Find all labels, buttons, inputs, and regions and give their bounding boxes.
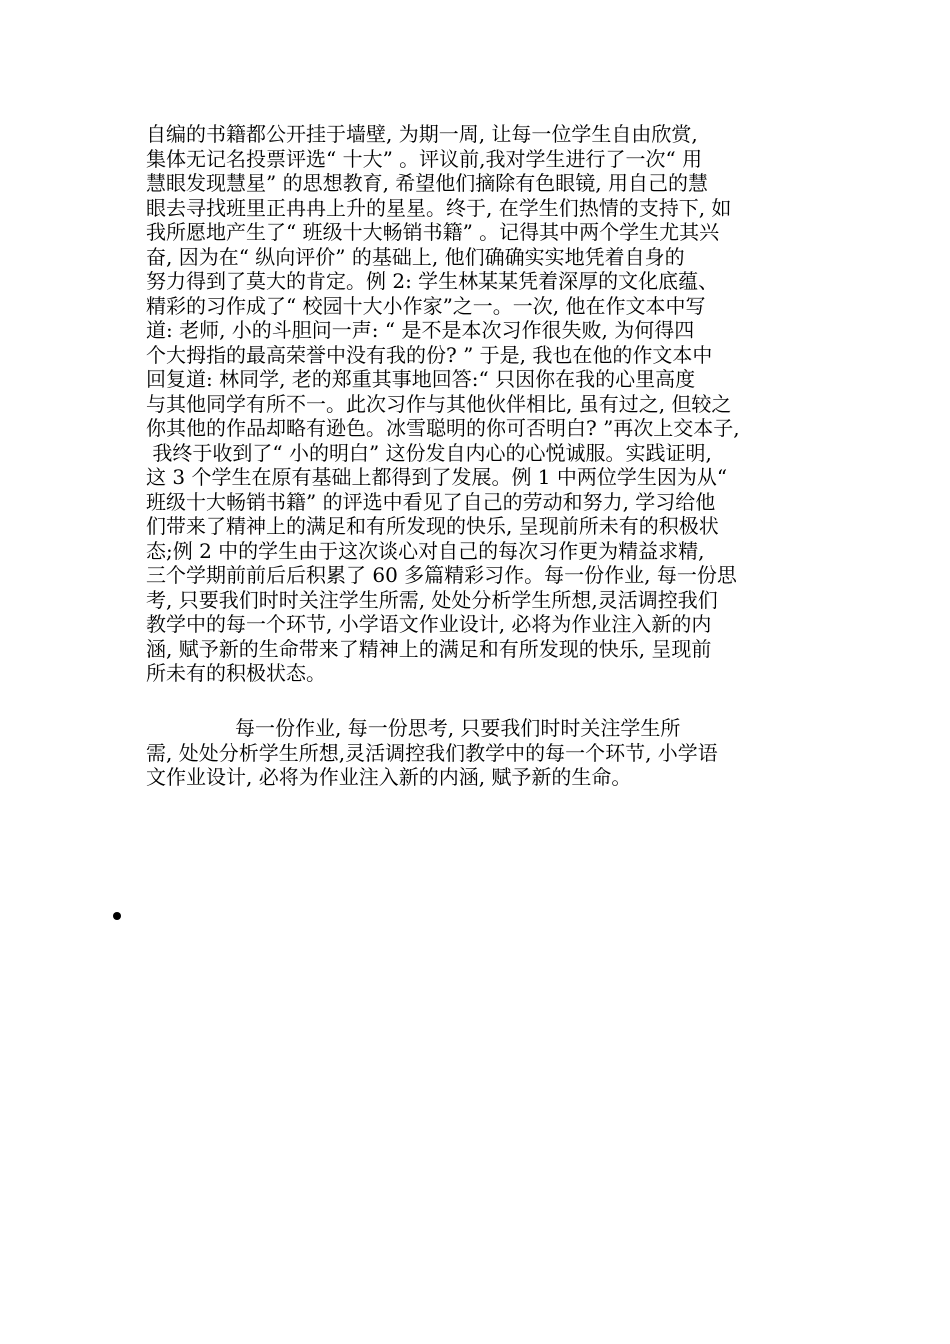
text-line: 集体无记名投票评选“ 十大” 。评议前,我对学生进行了一次“ 用: [146, 146, 703, 171]
text-line: 努力得到了莫大的肯定。例 2: 学生林某某凭着深厚的文化底蕴、: [146, 269, 719, 293]
text-line: 考, 只要我们时时关注学生所需, 处处分析学生所想,灵活调控我们: [146, 587, 718, 612]
text-line: 每一份作业, 每一份思考, 只要我们时时关注学生所: [146, 716, 681, 740]
text-line: 所未有的积极状态。: [146, 661, 326, 685]
body-paragraph-1: [146, 122, 826, 686]
bullet-dot: [113, 912, 121, 920]
body-paragraph-2: [146, 716, 826, 790]
text-line: 文作业设计, 必将为作业注入新的内涵, 赋予新的生命。: [146, 765, 632, 789]
text-line: 这 3 个学生在原有基础上都得到了发展。例 1 中两位学生因为从“: [146, 465, 728, 489]
text-line: 道: 老师, 小的斗胆问一声: “ 是不是本次习作很失败, 为何得四: [146, 318, 695, 342]
text-line: 奋, 因为在“ 纵向评价” 的基础上, 他们确确实实地凭着自身的: [146, 244, 685, 269]
text-line: 三个学期前前后后积累了 60 多篇精彩习作。每一份作业, 每一份思: [146, 563, 737, 587]
text-line: 自编的书籍都公开挂于墙壁, 为期一周, 让每一位学生自由欣赏,: [146, 122, 698, 146]
text-line: 班级十大畅销书籍” 的评选中看见了自己的劳动和努力, 学习给他: [146, 489, 716, 514]
text-line: 慧眼发现慧星” 的思想教育, 希望他们摘除有色眼镜, 用自己的慧: [146, 171, 709, 195]
text-line: 你其他的作品却略有逊色。冰雪聪明的你可否明白? ”再次上交本子,: [146, 416, 740, 440]
text-line: 个大拇指的最高荣誉中没有我的份? ” 于是, 我也在他的作文本中: [146, 342, 713, 367]
text-line: 态;例 2 中的学生由于这次谈心对自己的每次习作更为精益求精,: [146, 538, 705, 563]
text-line: 回复道: 林同学, 老的郑重其事地回答:“ 只因你在我的心里高度: [146, 367, 696, 391]
text-line: 我终于收到了“ 小的明白” 这份发自内心的心悦诚服。实践证明,: [146, 440, 712, 465]
text-line: 与其他同学有所不一。此次习作与其他伙伴相比, 虽有过之, 但较之: [146, 391, 732, 416]
text-line: 需, 处处分析学生所想,灵活调控我们教学中的每一个环节, 小学语: [146, 740, 718, 765]
text-line: 精彩的习作成了“ 校园十大小作家”之一。一次, 他在作文本中写: [146, 293, 706, 318]
text-line: 们带来了精神上的满足和有所发现的快乐, 呈现前所未有的积极状: [146, 514, 719, 538]
text-line: 眼去寻找班里正冉冉上升的星星。终于, 在学生们热情的支持下, 如: [146, 195, 732, 220]
text-line: 我所愿地产生了“ 班级十大畅销书籍” 。记得其中两个学生尤其兴: [146, 220, 720, 244]
text-line: 教学中的每一个环节, 小学语文作业设计, 必将为作业注入新的内: [146, 612, 712, 636]
text-line: 涵, 赋予新的生命带来了精神上的满足和有所发现的快乐, 呈现前: [146, 636, 712, 661]
